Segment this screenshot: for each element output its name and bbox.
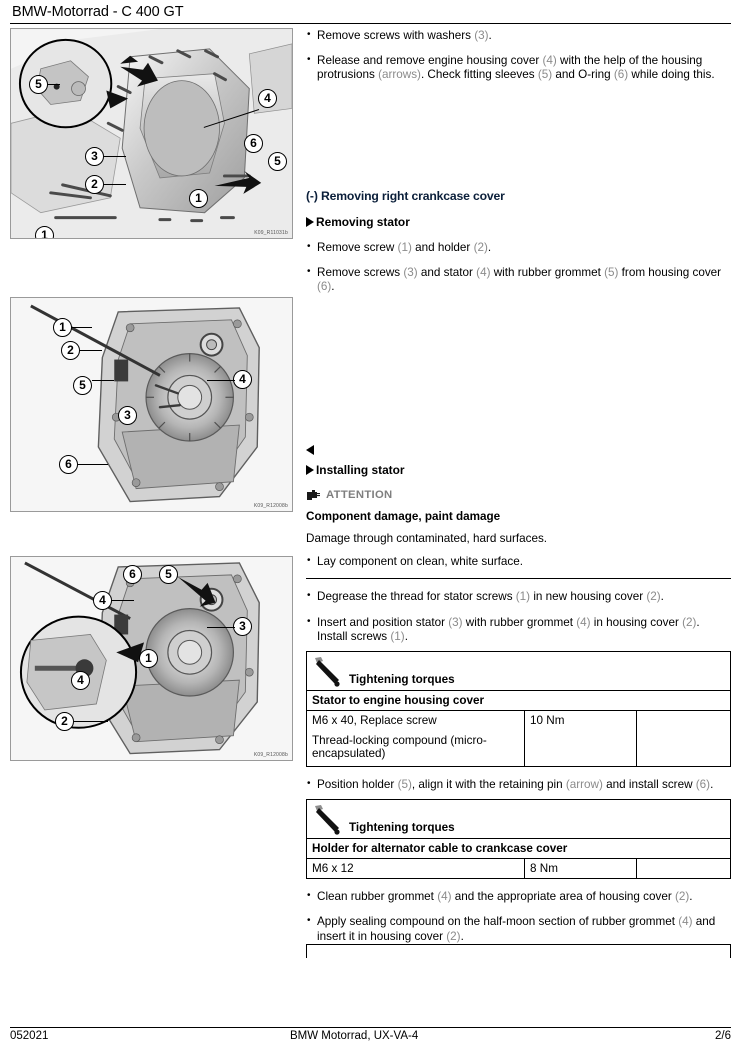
- lead-line: [104, 184, 126, 185]
- subsection-label: Removing stator: [316, 214, 410, 229]
- torque-value-cell: 10 Nm: [525, 711, 637, 766]
- triangle-right-icon: [306, 465, 314, 475]
- torque-table-title: Stator to engine housing cover: [307, 691, 730, 711]
- list-item: • Release and remove engine housing cover (4) with the help of the housing protrusions (arrows). Check fitting sleeves (5) and O-ring (6) while doing this.: [306, 54, 731, 82]
- triangle-right-icon: [306, 217, 314, 227]
- torque-spec-cell: [307, 711, 525, 766]
- spacer: [306, 294, 731, 442]
- torque-table-header: [307, 800, 730, 839]
- callout-6: 6: [59, 455, 78, 474]
- list-item: • Position holder (5), align it with the retaining pin (arrow) and install screw (6).: [306, 778, 731, 792]
- footer-center: BMW Motorrad, UX-VA-4: [290, 1030, 419, 1042]
- lead-line: [78, 464, 108, 465]
- callout-3: 3: [85, 147, 104, 166]
- torque-table-row: [307, 711, 730, 766]
- callout-2: 2: [55, 712, 74, 731]
- spacer: [306, 644, 731, 651]
- callout-4: 4: [93, 591, 112, 610]
- footer-page-number: 2/6: [715, 1030, 731, 1042]
- torque-table-holder: [306, 799, 731, 880]
- torque-table-row: [307, 859, 730, 879]
- torque-spec-note: Thread-locking compound (micro-encapsulated): [312, 733, 487, 761]
- lead-line: [80, 350, 102, 351]
- torque-header-label: Tightening torques: [349, 673, 455, 687]
- callout-6: 6: [123, 565, 142, 584]
- list-item: • Clean rubber grommet (4) and the appropriate area of housing cover (2).: [306, 890, 731, 904]
- torque-table-stator: [306, 651, 731, 767]
- page-title: BMW-Motorrad - C 400 GT: [12, 4, 184, 20]
- figure-id: K09_R12008b: [253, 752, 288, 758]
- figure-stator-removal: [10, 297, 293, 512]
- torque-wrench-icon: [313, 656, 353, 688]
- callout-5: 5: [268, 152, 287, 171]
- steps-removing-stator: [306, 241, 731, 295]
- list-item: • Remove screws with washers (3).: [306, 29, 731, 43]
- list-item: • Insert and position stator (3) with rubber grommet (4) in housing cover (2). Install screws (1).: [306, 616, 731, 644]
- figure-stator-installation: [10, 556, 293, 761]
- torque-table-header: [307, 652, 730, 691]
- subsection-heading-installing-stator: [306, 463, 731, 477]
- page-footer: [0, 1027, 741, 1048]
- section-end-marker: [306, 442, 731, 460]
- content-columns: [10, 28, 731, 958]
- torque-spec: M6 x 40, Replace screw: [312, 714, 437, 728]
- torque-table-partial: [306, 944, 731, 958]
- footer-row: [10, 1030, 731, 1044]
- attention-label: ATTENTION: [326, 489, 393, 502]
- steps-bottom: [306, 890, 731, 944]
- footer-divider: [10, 1027, 731, 1028]
- attention-text: Damage through contaminated, hard surfaces.: [306, 532, 548, 546]
- torque-table-title: Holder for alternator cable to crankcase cover: [307, 839, 730, 859]
- steps-installing-stator: [306, 590, 731, 644]
- callout-3: 3: [233, 617, 252, 636]
- callout-4: 4: [258, 89, 277, 108]
- lead-line: [72, 327, 92, 328]
- attention-divider: [306, 578, 731, 579]
- attention-bullets: [306, 555, 731, 569]
- callout-6: 6: [244, 134, 263, 153]
- subsection-heading-removing-stator: [306, 215, 731, 229]
- callout-1: 1: [139, 649, 158, 668]
- lead-line: [207, 380, 235, 381]
- callout-5: 5: [73, 376, 92, 395]
- figure-column: [10, 28, 295, 761]
- footer-date: 052021: [10, 1030, 49, 1042]
- callout-2: 2: [61, 341, 80, 360]
- triangle-left-icon: [306, 445, 314, 455]
- callout-5: 5: [29, 75, 48, 94]
- callout-4: 4: [233, 370, 252, 389]
- spacer: [306, 83, 731, 189]
- callout-1: 1: [53, 318, 72, 337]
- list-item: • Lay component on clean, white surface.: [306, 555, 731, 569]
- lead-line: [112, 600, 134, 601]
- figure-engine-housing-cover-removal: [10, 28, 293, 239]
- lead-line: [207, 627, 235, 628]
- callout-3: 3: [118, 406, 137, 425]
- lead-line: [48, 84, 60, 85]
- spacer: [306, 792, 731, 799]
- callout-1: 1: [35, 226, 54, 239]
- figure-id: K09_R11031b: [254, 230, 288, 236]
- torque-header-label: Tightening torques: [349, 820, 455, 834]
- callout-1: 1: [189, 189, 208, 208]
- steps-top: [306, 29, 731, 83]
- torque-extra-cell: [637, 859, 730, 879]
- torque-extra-cell: [637, 711, 730, 766]
- callout-5: 5: [159, 565, 178, 584]
- pointing-hand-icon: [306, 489, 321, 501]
- lead-line: [74, 721, 108, 722]
- header-divider: [10, 23, 731, 24]
- torque-value-cell: 8 Nm: [525, 859, 637, 879]
- step-between-tables: [306, 778, 731, 792]
- torque-spec-cell: M6 x 12: [307, 859, 525, 879]
- section-heading: (-) Removing right crankcase cover: [306, 188, 505, 203]
- list-item: • Apply sealing compound on the half-moon section of rubber grommet (4) and insert it in housing cover (2).: [306, 915, 731, 943]
- attention-title: Component damage, paint damage: [306, 510, 501, 524]
- subsection-label: Installing stator: [316, 463, 405, 478]
- lead-line: [104, 156, 126, 157]
- attention-header: [306, 489, 731, 501]
- figure-id: K09_R12008b: [253, 503, 288, 509]
- lead-line: [92, 380, 114, 381]
- list-item: • Remove screws (3) and stator (4) with rubber grommet (5) from housing cover (6).: [306, 266, 731, 294]
- list-item: • Remove screw (1) and holder (2).: [306, 241, 731, 255]
- torque-wrench-icon: [313, 804, 353, 836]
- callout-4: 4: [71, 671, 90, 690]
- instruction-column: [295, 28, 731, 958]
- callout-2: 2: [85, 175, 104, 194]
- list-item: • Degrease the thread for stator screws (1) in new housing cover (2).: [306, 590, 731, 604]
